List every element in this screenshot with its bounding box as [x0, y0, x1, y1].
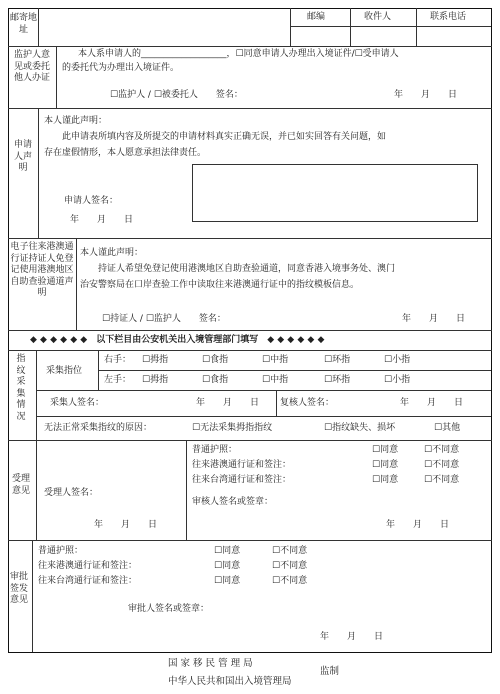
- left-thumb[interactable]: ☐拇指: [142, 375, 169, 385]
- apr-item-passport: 普通护照：: [38, 546, 84, 556]
- left-middle[interactable]: ☐中指: [262, 375, 289, 385]
- acc-passport-agree[interactable]: ☐同意: [372, 445, 399, 455]
- right-middle[interactable]: ☐中指: [262, 355, 289, 365]
- acc-item-tw: 往来台湾通行证和签注：: [192, 475, 292, 485]
- acc-passport-disagree[interactable]: ☐不同意: [424, 445, 460, 455]
- postcode-label: 邮编: [307, 12, 326, 22]
- declaration-title: 本人谨此声明：: [44, 116, 108, 126]
- eep-side-label: 电子往来港澳通行证持证人免登记使用港澳地区自助查验通道声明: [10, 242, 74, 298]
- acceptance-side-label: 受理意见: [12, 474, 31, 496]
- reviewer-sign-label: 复核人签名：: [280, 398, 335, 408]
- right-ring[interactable]: ☐环指: [324, 355, 351, 365]
- declaration-line1: 此申请表所填内容及所提交的申请材料真实正确无误，并已如实回答有关问题，如: [62, 132, 387, 142]
- phone-label: 联系电话: [430, 12, 467, 22]
- apr-tw-agree[interactable]: ☐同意: [214, 576, 241, 586]
- apr-item-tw: 往来台湾通行证和签注：: [38, 576, 138, 586]
- acc-item-passport: 普通护照：: [192, 445, 238, 455]
- eep-line3[interactable]: ☐持证人 / ☐监护人 签名：: [102, 314, 226, 324]
- acc-item-hkmo: 往来港澳通行证和签注：: [192, 460, 292, 470]
- declaration-side-label: 申请人声明: [14, 140, 33, 173]
- recipient-label: 收件人: [364, 12, 392, 22]
- acc-hkmo-agree[interactable]: ☐同意: [372, 460, 399, 470]
- apr-hkmo-agree[interactable]: ☐同意: [214, 561, 241, 571]
- declaration-line2: 存在虚假情形，本人愿意承担法律责任。: [44, 148, 207, 158]
- eep-line1: 持证人希望免登记使用港澳地区自助查验通道，同意香港入境事务处、澳门: [98, 264, 396, 274]
- acc-reviewer-date[interactable]: 年 月 日: [386, 520, 450, 530]
- acc-tw-agree[interactable]: ☐同意: [372, 475, 399, 485]
- finger-position-label: 采集指位: [46, 366, 83, 376]
- left-hand-label: 左手：: [104, 375, 132, 385]
- approval-date[interactable]: 年 月 日: [320, 632, 384, 642]
- guardian-line3[interactable]: ☐监护人 / ☐被委托人 签名：: [110, 90, 243, 100]
- apr-hkmo-disagree[interactable]: ☐不同意: [272, 561, 308, 571]
- signature-box: [192, 164, 478, 222]
- left-ring[interactable]: ☐环指: [324, 375, 351, 385]
- reason-label: 无法正常采集指纹的原因：: [44, 423, 153, 433]
- approver-sign-label: 审批人签名或签章：: [128, 604, 210, 614]
- acc-hkmo-disagree[interactable]: ☐不同意: [424, 460, 460, 470]
- reason-other[interactable]: ☐其他: [434, 423, 461, 433]
- acceptor-sign-label: 受理人签名：: [44, 488, 99, 498]
- right-index[interactable]: ☐食指: [202, 355, 229, 365]
- reason-no-thumb[interactable]: ☐无法采集拇指指纹: [192, 423, 273, 433]
- declaration-date[interactable]: 年 月 日: [70, 215, 134, 225]
- collector-date[interactable]: 年 月 日: [196, 398, 260, 408]
- apr-tw-disagree[interactable]: ☐不同意: [272, 576, 308, 586]
- eep-line2: 治安警察局在口岸查验工作中读取往来港澳通行证中的指纹模板信息。: [80, 280, 360, 290]
- supervise-label: 监制: [320, 666, 340, 677]
- fingerprint-side-label: 指纹采集情况: [16, 354, 26, 422]
- guardian-line1[interactable]: 本人系申请人的___________________，☐同意申请人办理出入境证件/☐受申请人: [78, 49, 399, 59]
- right-hand-label: 右手：: [104, 355, 132, 365]
- left-index[interactable]: ☐食指: [202, 375, 229, 385]
- approval-side-label: 审批签发意见: [10, 572, 29, 605]
- guardian-date[interactable]: 年 月 日: [394, 90, 458, 100]
- reviewer-date[interactable]: 年 月 日: [400, 398, 464, 408]
- acceptance-date[interactable]: 年 月 日: [94, 520, 158, 530]
- acc-tw-disagree[interactable]: ☐不同意: [424, 475, 460, 485]
- agency-name-2: 中华人民共和国出入境管理局: [168, 676, 292, 687]
- apr-item-hkmo: 往来港澳通行证和签注：: [38, 561, 138, 571]
- right-little[interactable]: ☐小指: [384, 355, 411, 365]
- right-thumb[interactable]: ☐拇指: [142, 355, 169, 365]
- apr-passport-disagree[interactable]: ☐不同意: [272, 546, 308, 556]
- collector-sign-label: 采集人签名：: [50, 398, 105, 408]
- apr-passport-agree[interactable]: ☐同意: [214, 546, 241, 556]
- eep-date[interactable]: 年 月 日: [402, 314, 466, 324]
- guardian-side-label: 监护人意见或委托他人办证: [13, 50, 50, 83]
- guardian-line2: 的委托代为办理出入境证件。: [62, 63, 180, 73]
- applicant-sign-label: 申请人签名：: [64, 196, 119, 206]
- agency-name-1: 国 家 移 民 管 理 局: [168, 658, 253, 669]
- address-label: 邮寄地址: [10, 13, 38, 35]
- eep-title: 本人谨此声明：: [80, 248, 144, 258]
- official-use-banner: ◆ ◆ ◆ ◆ ◆ ◆ 以下栏目由公安机关出入境管理部门填写 ◆ ◆ ◆ ◆ ◆ ◆: [30, 335, 325, 345]
- reason-missing[interactable]: ☐指纹缺失、损坏: [324, 423, 396, 433]
- acc-reviewer-sign-label: 审核人签名或签章：: [192, 497, 274, 507]
- left-little[interactable]: ☐小指: [384, 375, 411, 385]
